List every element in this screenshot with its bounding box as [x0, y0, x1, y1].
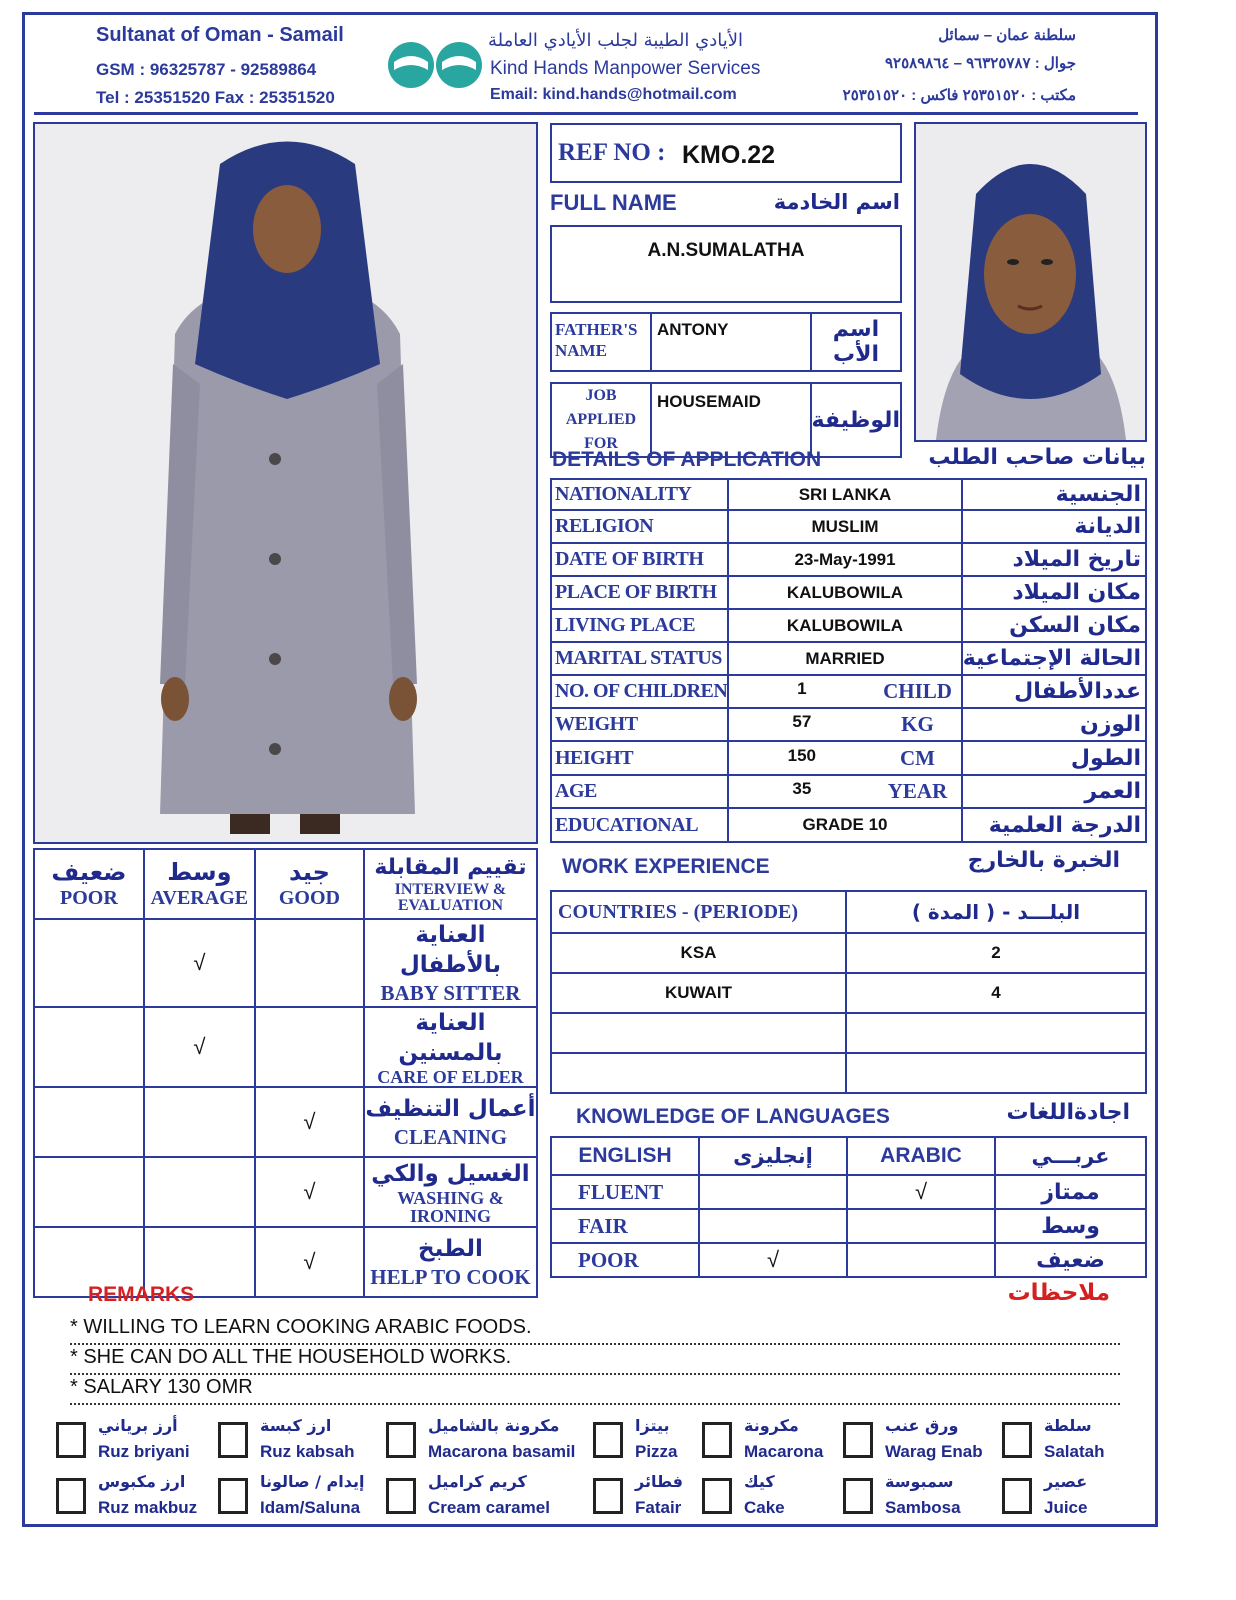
rating-good-cell[interactable] — [255, 1007, 364, 1087]
details-row — [551, 543, 1146, 576]
work-row — [551, 1053, 1146, 1093]
lang-arabic-cell — [847, 1137, 995, 1175]
details-row — [551, 609, 1146, 642]
details-label-ar: الحالة الإجتماعية — [962, 646, 1141, 671]
remark-line-2: * SHE CAN DO ALL THE HOUSEHOLD WORKS. — [70, 1346, 1120, 1375]
evaluation-header-en: POOR — [60, 887, 118, 909]
arabic-level-cell[interactable] — [847, 1175, 995, 1209]
food-label: Macarona basamil — [428, 1442, 576, 1461]
food-label: Sambosa — [885, 1498, 961, 1517]
english-level-cell[interactable] — [699, 1209, 847, 1243]
company-name-ar: الأيادي الطيبة لجلب الأيادي العاملة — [488, 30, 744, 51]
evaluation-header-cell — [34, 849, 144, 919]
details-label-ar: الجنسية — [1055, 482, 1141, 507]
details-value-cell — [728, 642, 961, 675]
food-label-ar: ارز كبسة — [260, 1416, 332, 1435]
father-label-line1: FATHER'S — [555, 320, 638, 339]
details-label-ar-cell — [962, 479, 1146, 510]
details-row — [551, 510, 1146, 543]
rating-average-cell[interactable] — [144, 1007, 255, 1087]
language-level-ar-cell — [995, 1209, 1146, 1243]
details-value-wrap — [729, 485, 960, 505]
remarks-label: REMARKS — [88, 1283, 195, 1306]
work-country-cell — [551, 1053, 846, 1093]
rating-average-cell[interactable] — [144, 1157, 255, 1227]
evaluation-table — [33, 848, 538, 1298]
check-mark-icon: √ — [193, 1034, 206, 1059]
food-label: Ruz kabsah — [260, 1442, 355, 1461]
skill-label-ar: العناية بالأطفال — [399, 922, 502, 978]
details-label: RELIGION — [555, 515, 654, 537]
details-label-ar: عددالأطفال — [1014, 679, 1141, 704]
language-level: FLUENT — [578, 1179, 664, 1204]
details-table — [550, 478, 1147, 843]
father-label-line2: NAME — [555, 341, 607, 360]
ref-no-label: REF NO : — [558, 139, 666, 166]
job-label-line2: APPLIED FOR — [565, 411, 637, 452]
food-label-ar: كيك — [744, 1472, 775, 1491]
rating-good-cell[interactable] — [255, 1157, 364, 1227]
details-unit: YEAR — [887, 779, 948, 803]
job-value-cell — [651, 383, 811, 457]
check-mark-icon: √ — [303, 1179, 316, 1204]
rating-good-cell[interactable] — [255, 1087, 364, 1157]
english-level-cell[interactable] — [699, 1175, 847, 1209]
language-level-ar-cell — [995, 1243, 1146, 1277]
job-label — [552, 384, 650, 456]
evaluation-header-ar: جيد — [288, 858, 330, 886]
food-checkbox[interactable] — [702, 1478, 732, 1514]
food-checkbox[interactable] — [386, 1478, 416, 1514]
details-value: KALUBOWILA — [786, 582, 904, 602]
food-checkbox[interactable] — [843, 1422, 873, 1458]
language-level-cell — [551, 1175, 699, 1209]
food-label: Warag Enab — [885, 1442, 983, 1461]
details-label-ar-cell — [962, 510, 1146, 543]
lang-arabic-ar: عربـــي — [1031, 1144, 1110, 1168]
details-label-ar: مكان الميلاد — [1012, 580, 1141, 605]
details-unit: KG — [901, 712, 934, 736]
remark-line-3: * SALARY 130 OMR — [70, 1376, 1120, 1405]
evaluation-header-en: AVERAGE — [150, 887, 249, 909]
details-label-ar: الطول — [1070, 745, 1141, 771]
lang-english: ENGLISH — [578, 1144, 672, 1167]
details-label: MARITAL STATUS — [555, 647, 722, 669]
details-label-cell — [551, 642, 728, 675]
food-label: Ruz makbuz — [98, 1498, 198, 1517]
work-header-ar-cell — [846, 891, 1146, 933]
language-level-cell — [551, 1209, 699, 1243]
check-mark-icon: √ — [303, 1109, 316, 1134]
company-logo — [386, 40, 484, 90]
ref-no-value: KMO.22 — [682, 141, 776, 169]
details-label-cell — [551, 675, 728, 708]
skill-label-ar: الطبخ — [418, 1236, 483, 1262]
details-value: SRI LANKA — [798, 484, 892, 504]
details-label: LIVING PLACE — [555, 614, 696, 636]
remarks-label-ar: ملاحظات — [1007, 1280, 1110, 1306]
details-value: MUSLIM — [811, 516, 879, 536]
details-label-cell — [551, 576, 728, 609]
details-unit: CHILD — [883, 679, 952, 703]
skill-label-en: WASHING & IRONING — [397, 1188, 504, 1226]
food-checkbox[interactable] — [702, 1422, 732, 1458]
details-label-ar: الديانة — [1074, 514, 1141, 539]
food-label: Pizza — [635, 1442, 678, 1461]
details-label: EDUCATIONAL — [555, 813, 699, 836]
work-period-cell — [846, 1013, 1146, 1053]
evaluation-header-cell — [144, 849, 255, 919]
skill-label-cell — [364, 919, 537, 1007]
details-label: HEIGHT — [555, 746, 634, 769]
evaluation-header-ar: وسط — [167, 858, 232, 886]
details-label-ar: الوزن — [1079, 712, 1141, 737]
work-row — [551, 1013, 1146, 1053]
check-mark-icon: √ — [303, 1249, 316, 1274]
work-period: 2 — [991, 943, 1001, 962]
skill-label-ar: العناية بالمسنين — [398, 1010, 503, 1066]
details-label-cell — [551, 479, 728, 510]
skill-label-en: CLEANING — [393, 1125, 508, 1149]
header-tel: Tel : 25351520 Fax : 25351520 — [96, 88, 335, 107]
details-value-wrap — [729, 517, 960, 537]
evaluation-row — [34, 1157, 537, 1227]
skill-label-ar: الغسيل والكي — [371, 1161, 530, 1187]
food-label: Idam/Saluna — [260, 1498, 361, 1517]
arabic-level-cell[interactable] — [847, 1243, 995, 1277]
food-label-ar: فطائر — [635, 1472, 684, 1491]
languages-title: KNOWLEDGE OF LANGUAGES — [576, 1105, 890, 1128]
evaluation-header-cell — [255, 849, 364, 919]
skill-label-en: HELP TO COOK — [370, 1265, 531, 1289]
work-period-cell — [846, 933, 1146, 973]
skill-label-cell — [364, 1007, 537, 1087]
details-value-wrap — [729, 583, 960, 603]
header-location: Sultanat of Oman - Samail — [96, 24, 344, 46]
details-label-cell — [551, 708, 728, 741]
job-value: HOUSEMAID — [657, 392, 761, 411]
evaluation-header-cell — [364, 849, 537, 919]
evaluation-header-en: GOOD — [278, 887, 340, 909]
lang-english-cell — [551, 1137, 699, 1175]
details-label-ar: العمر — [1084, 779, 1141, 804]
details-row — [551, 808, 1146, 842]
food-label-ar: أرز برياني — [98, 1416, 178, 1435]
language-level-ar: وسط — [1041, 1213, 1100, 1239]
check-mark-icon: √ — [914, 1179, 928, 1204]
header-gsm: GSM : 96325787 - 92589864 — [96, 60, 317, 79]
food-checkbox[interactable] — [56, 1478, 86, 1514]
food-label-ar: سمبوسة — [885, 1472, 954, 1491]
food-label: Juice — [1044, 1498, 1088, 1517]
details-value-wrap — [729, 712, 960, 737]
work-country: KUWAIT — [664, 983, 733, 1002]
work-title: WORK EXPERIENCE — [562, 855, 770, 878]
rating-average-cell[interactable] — [144, 1087, 255, 1157]
details-label-ar: تاريخ الميلاد — [1012, 547, 1141, 572]
job-label-line1: JOB — [585, 387, 617, 404]
rating-poor-cell[interactable] — [34, 919, 144, 1007]
details-value-wrap — [729, 746, 960, 771]
details-label: WEIGHT — [555, 713, 638, 735]
full-name-value: A.N.SUMALATHA — [647, 240, 805, 261]
language-level-ar-cell — [995, 1175, 1146, 1209]
arabic-level-cell[interactable] — [847, 1209, 995, 1243]
details-value-cell — [728, 708, 961, 741]
details-row — [551, 741, 1146, 775]
food-label: Macarona — [744, 1442, 824, 1461]
header-divider — [34, 112, 1138, 115]
language-level-row — [551, 1175, 1146, 1209]
full-name-box — [550, 225, 902, 303]
details-title: DETAILS OF APPLICATION — [552, 448, 822, 471]
details-row — [551, 576, 1146, 609]
details-value-wrap — [729, 550, 960, 570]
language-level-row — [551, 1243, 1146, 1277]
details-label-ar-cell — [962, 675, 1146, 708]
english-level-cell[interactable] — [699, 1243, 847, 1277]
details-row — [551, 642, 1146, 675]
details-value-cell — [728, 479, 961, 510]
details-value-cell — [728, 808, 961, 842]
portrait-photo — [914, 122, 1147, 442]
details-label-ar: الدرجة العلمية — [988, 812, 1141, 838]
language-level-row — [551, 1209, 1146, 1243]
check-mark-icon: √ — [766, 1247, 780, 1272]
details-value: 1 — [797, 679, 807, 698]
food-label-ar: بيتزا — [635, 1416, 670, 1435]
language-level-cell — [551, 1243, 699, 1277]
lang-english-ar-cell — [699, 1137, 847, 1175]
work-col-ar: البلـــد - ( المدة ) — [911, 900, 1081, 924]
details-value-cell — [728, 576, 961, 609]
father-label-cell — [551, 313, 651, 371]
details-label: PLACE OF BIRTH — [555, 581, 717, 603]
details-value: 57 — [792, 712, 812, 731]
work-title-ar: الخبرة بالخارج — [967, 848, 1120, 873]
details-label-ar-cell — [962, 808, 1146, 842]
food-label-ar: مكرونة — [744, 1416, 799, 1435]
details-value-wrap — [729, 815, 960, 835]
details-label-cell — [551, 543, 728, 576]
work-country-cell — [551, 1013, 846, 1053]
details-value: GRADE 10 — [802, 815, 888, 834]
rating-good-cell[interactable] — [255, 1227, 364, 1297]
details-label: AGE — [555, 780, 597, 802]
skill-label-en: CARE OF ELDER — [377, 1067, 524, 1087]
food-label-ar: ارز مكبوس — [98, 1472, 186, 1491]
details-unit: CM — [900, 745, 935, 770]
details-label-ar-cell — [962, 741, 1146, 775]
food-label-ar: ورق عنب — [885, 1416, 959, 1435]
lang-arabic: ARABIC — [880, 1144, 962, 1167]
food-label: Salatah — [1044, 1442, 1105, 1461]
work-header-en-cell — [551, 891, 846, 933]
rating-poor-cell[interactable] — [34, 1007, 144, 1087]
details-label: DATE OF BIRTH — [555, 548, 704, 570]
language-level-ar: ضعيف — [1036, 1247, 1105, 1273]
food-label: Cream caramel — [428, 1498, 550, 1517]
father-label-ar: اسم الأب — [832, 317, 880, 367]
details-value: 35 — [792, 779, 812, 798]
languages-table — [550, 1136, 1147, 1278]
header-mobile-ar: جوال : ٩٦٣٢٥٧٨٧ – ٩٢٥٨٩٨٦٤ — [884, 55, 1076, 72]
details-label: NATIONALITY — [555, 483, 692, 505]
food-label: Fatair — [635, 1498, 682, 1517]
work-country-cell — [551, 933, 846, 973]
food-checkbox[interactable] — [1002, 1478, 1032, 1514]
food-label-ar: مكرونة بالشاميل — [428, 1416, 560, 1435]
job-label-ar: الوظيفة — [811, 407, 900, 433]
work-country-cell — [551, 973, 846, 1013]
work-table — [550, 890, 1147, 1094]
evaluation-header-ar: ضعيف — [51, 858, 127, 886]
details-value-wrap — [729, 616, 960, 636]
details-value-cell — [728, 510, 961, 543]
rating-good-cell[interactable] — [255, 919, 364, 1007]
details-label-ar-cell — [962, 775, 1146, 808]
work-period: 4 — [991, 983, 1001, 1002]
food-checkbox[interactable] — [1002, 1422, 1032, 1458]
ref-no-box — [550, 123, 902, 183]
job-table — [550, 382, 902, 458]
lang-english-ar: إنجليزى — [733, 1144, 813, 1168]
details-value: 150 — [787, 745, 817, 765]
father-name-table — [550, 312, 902, 372]
header-location-ar: سلطنة عمان – سمائل — [938, 27, 1076, 44]
details-value-wrap — [729, 649, 960, 669]
lang-arabic-ar-cell — [995, 1137, 1146, 1175]
work-col-en: COUNTRIES - (PERIODE) — [558, 900, 799, 923]
evaluation-row — [34, 1007, 537, 1087]
language-level: POOR — [578, 1247, 639, 1272]
details-label-cell — [551, 609, 728, 642]
details-value-cell — [728, 775, 961, 808]
details-row — [551, 708, 1146, 741]
food-label-ar: سلطة — [1044, 1416, 1092, 1435]
details-title-ar: بيانات صاحب الطلب — [928, 445, 1146, 470]
details-label-ar-cell — [962, 642, 1146, 675]
details-value-cell — [728, 741, 961, 775]
details-label-ar: مكان السكن — [1009, 613, 1141, 638]
details-value-wrap — [729, 679, 960, 704]
language-level-ar: ممتاز — [1041, 1179, 1100, 1205]
details-label-cell — [551, 741, 728, 775]
food-checkbox[interactable] — [218, 1478, 248, 1514]
work-row — [551, 973, 1146, 1013]
father-label — [552, 314, 650, 361]
language-level: FAIR — [578, 1213, 628, 1238]
details-label-ar-cell — [962, 708, 1146, 741]
languages-title-ar: اجادةاللغات — [1006, 1100, 1130, 1125]
food-checkbox[interactable] — [843, 1478, 873, 1514]
rating-poor-cell[interactable] — [34, 1157, 144, 1227]
evaluation-header-ar: تقييم المقابلة — [374, 855, 527, 880]
work-period-cell — [846, 973, 1146, 1013]
food-label: Ruz briyani — [98, 1442, 190, 1461]
food-label-ar: إيدام / صالونا — [260, 1472, 365, 1491]
skill-label-cell — [364, 1227, 537, 1297]
header-office-ar: مكتب : ٢٥٣٥١٥٢٠ فاكس : ٢٥٣٥١٥٢٠ — [842, 87, 1076, 104]
food-checkbox[interactable] — [218, 1422, 248, 1458]
details-value: KALUBOWILA — [786, 615, 904, 635]
company-name-en: Kind Hands Manpower Services — [490, 58, 761, 79]
skill-label-ar: أعمال التنظيف — [365, 1096, 536, 1122]
details-label: NO. OF CHILDREN — [555, 680, 728, 702]
details-value: MARRIED — [805, 648, 885, 668]
work-period-cell — [846, 1053, 1146, 1093]
evaluation-header-en: INTERVIEW & EVALUATION — [394, 881, 507, 914]
evaluation-row — [34, 919, 537, 1007]
food-label-ar: كريم كراميل — [428, 1472, 527, 1491]
work-country: KSA — [680, 943, 717, 962]
company-email[interactable]: Email: kind.hands@hotmail.com — [490, 86, 737, 103]
evaluation-row — [34, 1087, 537, 1157]
father-value-cell — [651, 313, 811, 371]
details-label-cell — [551, 808, 728, 842]
details-label-cell — [551, 775, 728, 808]
skill-label-en: BABY SITTER — [380, 981, 521, 1005]
details-row — [551, 479, 1146, 510]
food-checkbox[interactable] — [593, 1478, 623, 1514]
full-body-photo — [33, 122, 538, 844]
details-label-ar-cell — [962, 609, 1146, 642]
details-label-ar-cell — [962, 543, 1146, 576]
details-row — [551, 675, 1146, 708]
father-label-ar-cell — [811, 313, 901, 371]
food-checkbox[interactable] — [386, 1422, 416, 1458]
skill-label-cell — [364, 1087, 537, 1157]
details-value-cell — [728, 609, 961, 642]
remark-line-1: * WILLING TO LEARN COOKING ARABIC FOODS. — [70, 1316, 1120, 1345]
food-label: Cake — [744, 1498, 785, 1517]
food-checkbox[interactable] — [593, 1422, 623, 1458]
full-name-label: FULL NAME — [550, 190, 677, 215]
work-row — [551, 933, 1146, 973]
check-mark-icon: √ — [193, 950, 206, 975]
full-name-label-ar: اسم الخادمة — [773, 190, 900, 214]
details-value-wrap — [729, 779, 960, 804]
rating-average-cell[interactable] — [144, 919, 255, 1007]
father-value: ANTONY — [657, 320, 729, 339]
evaluation-header-row — [34, 849, 537, 919]
details-label-ar-cell — [962, 576, 1146, 609]
rating-poor-cell[interactable] — [34, 1087, 144, 1157]
details-value-cell — [728, 675, 961, 708]
details-row — [551, 775, 1146, 808]
food-checkbox[interactable] — [56, 1422, 86, 1458]
skill-label-cell — [364, 1157, 537, 1227]
food-label-ar: عصير — [1044, 1472, 1088, 1491]
details-value-cell — [728, 543, 961, 576]
details-label-cell — [551, 510, 728, 543]
job-label-cell — [551, 383, 651, 457]
details-value: 23-May-1991 — [794, 549, 896, 569]
